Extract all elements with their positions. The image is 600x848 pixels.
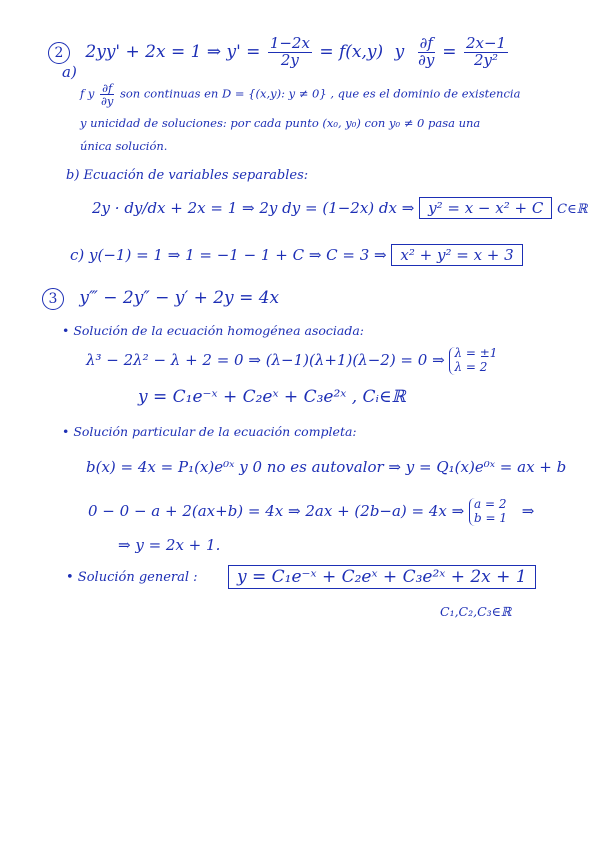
part-b-constant: C∈ℝ xyxy=(557,202,588,217)
constants-domain: C₁,C₂,C₃∈ℝ xyxy=(440,604,512,619)
characteristic-polynomial: λ³ − 2λ² − λ + 2 = 0 ⇒ (λ−1)(λ+1)(λ−2) = 0 ⇒ xyxy=(86,350,445,369)
particular-solution: ⇒ y = 2x + 1. xyxy=(118,536,221,554)
part-b-equation xyxy=(92,197,587,219)
fraction-2-num: 2x−1 xyxy=(465,34,507,52)
part-c-result-box: x² + y² = x + 3 xyxy=(391,244,522,266)
ode-2: 2yy' + 2x = 1 ⇒ y' = xyxy=(85,41,261,62)
root-pm1: λ = ±1 xyxy=(454,346,498,360)
coef-a: a = 2 xyxy=(474,497,507,511)
part-a-label: a) xyxy=(62,63,77,81)
fraction-2 xyxy=(464,36,508,69)
particular-ansatz: b(x) = 4x = P₁(x)e⁰ˣ y 0 no es autovalor ⇒ y = Q₁(x)e⁰ˣ = ax + b xyxy=(86,458,567,476)
part-c-equation xyxy=(70,244,523,266)
problem-3-statement xyxy=(42,288,279,310)
problem-2-statement xyxy=(48,36,510,69)
general-solution-box: y = C₁e⁻ˣ + C₂eˣ + C₃e²ˣ + 2x + 1 xyxy=(228,565,536,589)
fraction-2-den: 2y² xyxy=(474,50,499,69)
homogeneous-solution: y = C₁e⁻ˣ + C₂eˣ + C₃e²ˣ , Cᵢ∈ℝ xyxy=(138,387,406,407)
partial-den: ∂y xyxy=(418,50,435,69)
fraction-1 xyxy=(268,36,312,69)
general-solution xyxy=(228,565,536,589)
f-def: = f(x,y) xyxy=(319,41,384,62)
equals: = xyxy=(442,41,457,62)
partial-derivative xyxy=(418,36,435,69)
characteristic-equation xyxy=(86,347,497,375)
part-a-line-3: única solución. xyxy=(80,139,168,153)
homogeneous-title: • Solución de la ecuación homogénea asociada: xyxy=(62,323,365,338)
and-word: y xyxy=(394,41,405,62)
coefficients-brace xyxy=(469,498,507,526)
fraction-1-num: 1−2x xyxy=(269,34,310,52)
part-a-line-2: y unicidad de soluciones: por cada punto (x₀, y₀) con y₀ ≠ 0 pasa una xyxy=(80,116,481,130)
part-a-partial-den: ∂y xyxy=(100,94,114,109)
part-a-f-y: f y xyxy=(80,86,95,101)
part-c-derivation: c) y(−1) = 1 ⇒ 1 = −1 − 1 + C ⇒ C = 3 ⇒ xyxy=(70,246,387,264)
root-2: λ = 2 xyxy=(454,359,488,374)
part-a-continuity-text: son continuas en D = {(x,y): y ≠ 0} , que es el dominio de existencia xyxy=(119,86,521,101)
substitution: 0 − 0 − a + 2(ax+b) = 4x ⇒ 2ax + (2b−a) = 4x ⇒ xyxy=(88,501,465,520)
problem-number-2: 2 xyxy=(48,42,70,64)
problem-number-3: 3 xyxy=(42,288,64,310)
partial-num: ∂f xyxy=(419,34,433,52)
ode-3: y‴ − 2y″ − y′ + 2y = 4x xyxy=(79,288,280,308)
part-a-partial-num: ∂f xyxy=(102,81,113,95)
coefficient-equation xyxy=(88,498,534,526)
roots-brace xyxy=(449,347,497,375)
general-title: • Solución general : xyxy=(66,570,198,585)
part-b-title: b) Ecuación de variables separables: xyxy=(66,168,309,183)
particular-title: • Solución particular de la ecuación completa: xyxy=(62,424,357,439)
part-b-derivation: 2y · dy/dx + 2x = 1 ⇒ 2y dy = (1−2x) dx ⇒ xyxy=(92,199,415,217)
implies-arrow: ⇒ xyxy=(521,501,535,520)
coef-b: b = 1 xyxy=(474,510,508,525)
fraction-1-den: 2y xyxy=(280,50,299,69)
part-b-result-box: y² = x − x² + C xyxy=(419,197,552,219)
part-a-line-1 xyxy=(80,82,520,107)
part-a-partial xyxy=(100,82,114,107)
